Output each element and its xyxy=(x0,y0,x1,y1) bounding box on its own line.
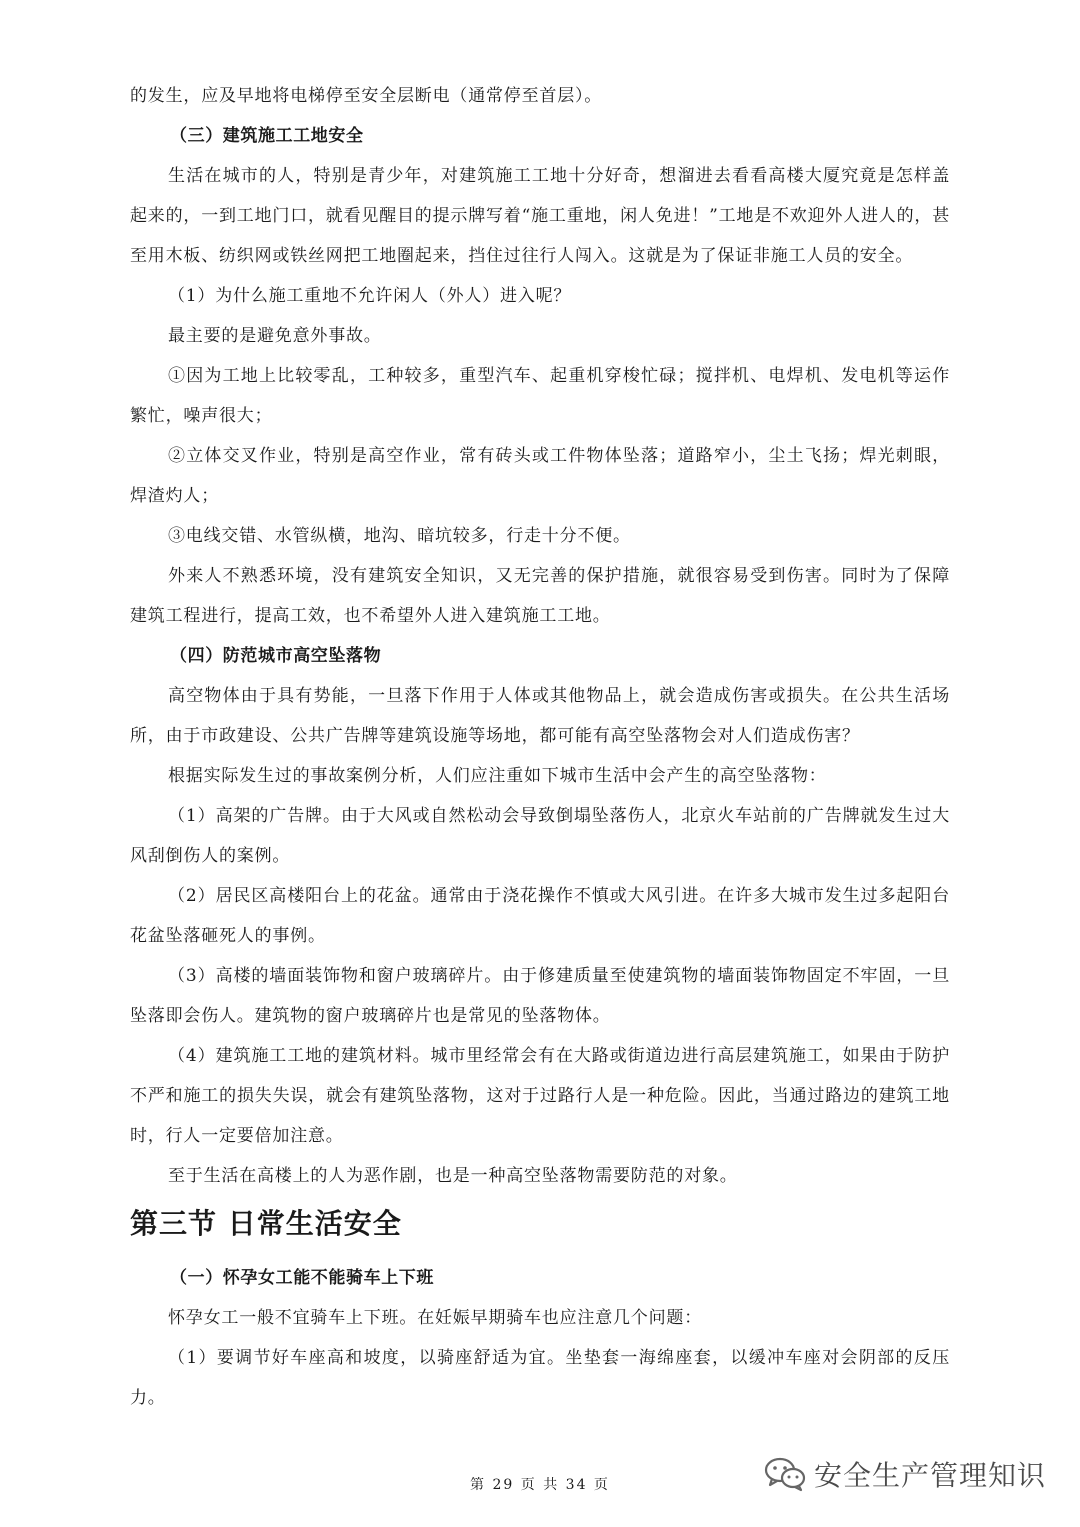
watermark xyxy=(764,1454,1046,1494)
subheading: （四）防范城市高空坠落物 xyxy=(170,646,382,666)
paragraph: 外来人不熟悉环境，没有建筑安全知识，又无完善的保护措施，就很容易受到伤害。同时为了保障建筑工程进行，提高工效，也不希望外人进入建筑施工工地。 xyxy=(130,566,950,626)
paragraph: （1）要调节好车座高和坡度，以骑座舒适为宜。坐垫套一海绵座套，以缓冲车座对会阴部的反压力。 xyxy=(130,1348,950,1408)
paragraph: 怀孕女工一般不宜骑车上下班。在妊娠早期骑车也应注意几个问题： xyxy=(168,1308,702,1328)
paragraph: 至于生活在高楼上的人为恶作剧，也是一种高空坠落物需要防范的对象。 xyxy=(168,1166,738,1186)
wechat-icon xyxy=(764,1456,806,1492)
paragraph: （2）居民区高楼阳台上的花盆。通常由于浇花操作不慎或大风引进。在许多大城市发生过多起阳台花盆坠落砸死人的事例。 xyxy=(130,886,950,946)
paragraph: 高空物体由于具有势能，一旦落下作用于人体或其他物品上，就会造成伤害或损失。在公共生活场所，由于市政建设、公共广告牌等建筑设施等场地，都可能有高空坠落物会对人们造成伤害？ xyxy=(130,686,950,746)
paragraph: （3）高楼的墙面装饰物和窗户玻璃碎片。由于修建质量至使建筑物的墙面装饰物固定不牢固，一旦坠落即会伤人。建筑物的窗户玻璃碎片也是常见的坠落物体。 xyxy=(130,966,950,1026)
subheading: （三）建筑施工工地安全 xyxy=(170,126,364,146)
section-title: 第三节 日常生活安全 xyxy=(130,1207,402,1240)
paragraph: 最主要的是避免意外事故。 xyxy=(168,326,382,346)
watermark-text: 安全生产管理知识 xyxy=(813,1459,1046,1492)
paragraph: （4）建筑施工工地的建筑材料。城市里经常会有在大路或街道边进行高层建筑施工，如果由于防护不严和施工的损失失误，就会有建筑坠落物，这对于过路行人是一种危险。因此，当通过路边的建筑工地时，行人一定要倍加注意。 xyxy=(130,1046,950,1146)
page-number: 第 29 页 共 34 页 xyxy=(470,1477,610,1493)
document-body xyxy=(130,76,950,1418)
subheading: （一）怀孕女工能不能骑车上下班 xyxy=(170,1268,434,1288)
paragraph: 生活在城市的人，特别是青少年，对建筑施工工地十分好奇，想溜进去看看高楼大厦究竟是怎样盖起来的，一到工地门口，就看见醒目的提示牌写着“施工重地，闲人免进！”工地是不欢迎外人进人的，甚至用木板、纺织网或铁丝网把工地圈起来，挡住过往行人闯入。这就是为了保证非施工人员的安全。 xyxy=(130,166,950,266)
paragraph: （1）高架的广告牌。由于大风或自然松动会导致倒塌坠落伤人，北京火车站前的广告牌就发生过大风刮倒伤人的案例。 xyxy=(130,806,950,866)
paragraph: ①因为工地上比较零乱，工种较多，重型汽车、起重机穿梭忙碌；搅拌机、电焊机、发电机等运作繁忙，噪声很大； xyxy=(130,366,950,426)
paragraph: 根据实际发生过的事故案例分析，人们应注重如下城市生活中会产生的高空坠落物： xyxy=(168,766,827,786)
paragraph: ②立体交叉作业，特别是高空作业，常有砖头或工件物体坠落；道路窄小，尘土飞扬；焊光刺眼，焊渣灼人； xyxy=(130,446,950,506)
paragraph: （1）为什么施工重地不允许闲人（外人）进入呢？ xyxy=(168,286,572,306)
paragraph: ③电线交错、水管纵横，地沟、暗坑较多，行走十分不便。 xyxy=(168,526,631,546)
paragraph: 的发生，应及早地将电梯停至安全层断电（通常停至首层）。 xyxy=(130,86,603,106)
